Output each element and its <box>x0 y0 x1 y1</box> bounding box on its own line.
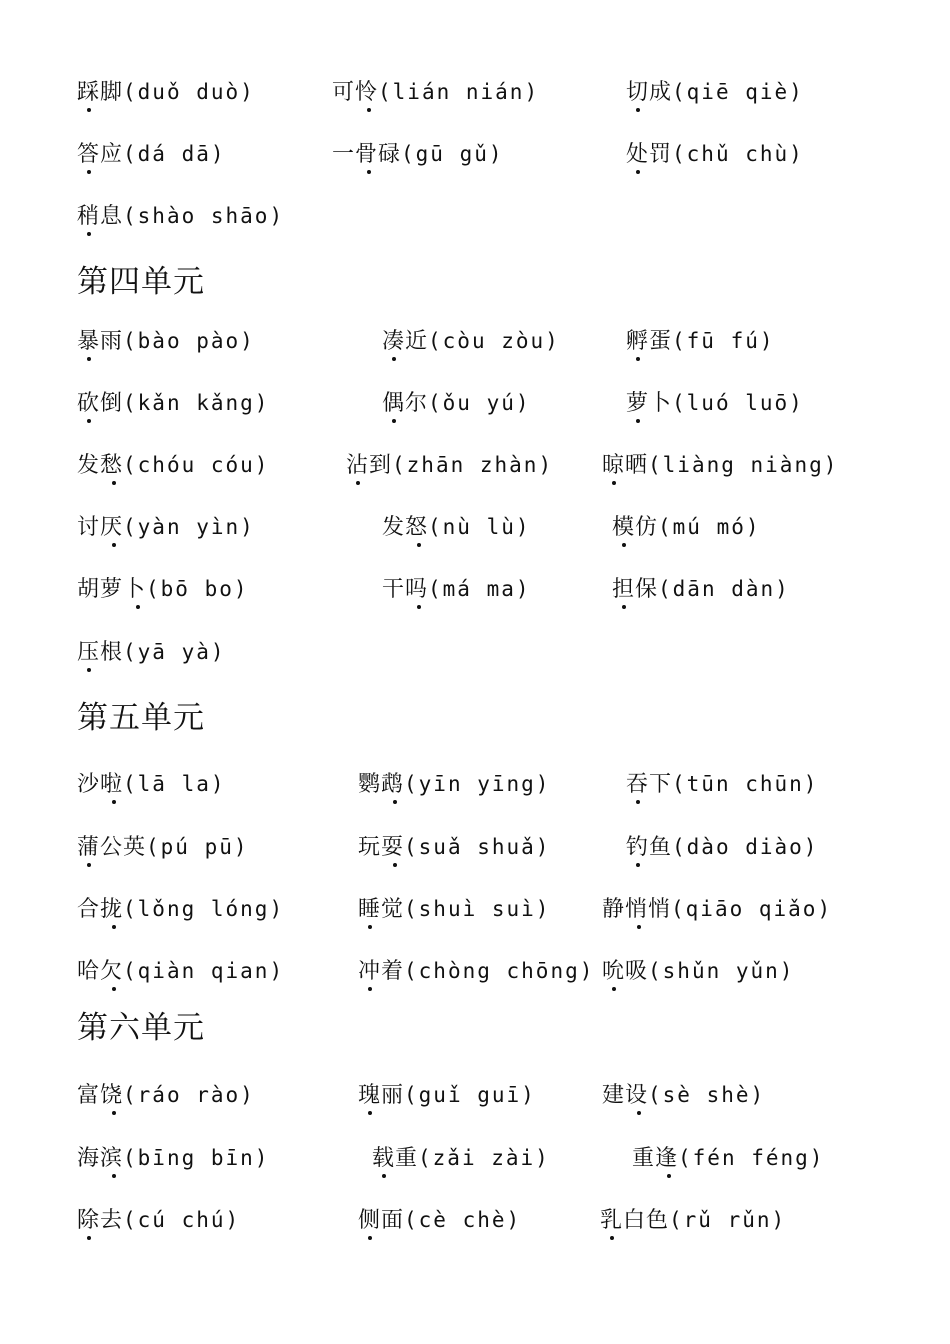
vocab-word-text: 合拢 <box>77 897 124 922</box>
vocab-word-text: 孵蛋 <box>626 329 673 354</box>
vocab-word <box>77 576 146 604</box>
vocab-row <box>0 638 950 678</box>
emphasis-dot <box>393 863 397 867</box>
vocab-row <box>0 1081 950 1121</box>
vocab-word <box>626 771 672 799</box>
emphasis-dot <box>637 1111 641 1115</box>
pinyin-options: (gū gǔ) <box>401 142 504 166</box>
pinyin-options: (cè chè) <box>404 1208 522 1232</box>
pinyin-options: (lā la) <box>123 772 226 796</box>
vocab-word <box>77 639 123 667</box>
vocab-row <box>0 1144 950 1184</box>
emphasis-dot <box>112 800 116 804</box>
pinyin-options: (ǒu yú) <box>428 391 531 415</box>
vocab-word <box>632 1145 678 1173</box>
vocab-entry <box>358 770 550 799</box>
vocab-entry <box>382 389 531 418</box>
vocab-word-text: 海滨 <box>77 1146 124 1171</box>
vocab-word <box>346 452 392 480</box>
vocab-word <box>626 834 672 862</box>
vocab-entry <box>77 327 255 356</box>
vocab-word <box>77 328 123 356</box>
vocab-word-text: 发怒 <box>382 515 429 540</box>
vocab-entry <box>602 895 832 924</box>
vocab-word-text: 偶尔 <box>382 391 429 416</box>
vocab-word-text: 建设 <box>602 1083 649 1108</box>
vocab-word-text: 载重 <box>372 1146 419 1171</box>
emphasis-dot <box>87 668 91 672</box>
vocab-word <box>77 771 123 799</box>
emphasis-dot <box>392 419 396 423</box>
pinyin-options: (shào shāo) <box>123 204 285 228</box>
vocab-word-text: 可怜 <box>332 80 379 105</box>
vocab-word-text: 沾到 <box>346 453 393 478</box>
emphasis-dot <box>367 108 371 112</box>
vocab-entry <box>358 833 550 862</box>
vocab-entry <box>626 140 804 169</box>
vocab-word-text: 切成 <box>626 80 673 105</box>
emphasis-dot <box>367 170 371 174</box>
unit-heading: 第四单元 <box>77 264 205 300</box>
emphasis-dot <box>417 605 421 609</box>
vocab-entry <box>77 451 269 480</box>
pinyin-options: (chǔ chù) <box>672 142 804 166</box>
emphasis-dot <box>392 357 396 361</box>
vocab-word <box>612 514 658 542</box>
emphasis-dot <box>636 800 640 804</box>
vocab-word-text: 蒲公英 <box>77 835 147 860</box>
vocab-word <box>77 390 123 418</box>
vocab-entry <box>602 451 838 480</box>
emphasis-dot <box>112 543 116 547</box>
vocab-entry <box>632 1144 824 1173</box>
vocab-word <box>332 79 378 107</box>
vocab-row <box>0 140 950 180</box>
vocab-row <box>0 895 950 935</box>
emphasis-dot <box>636 170 640 174</box>
vocab-word-text: 玩耍 <box>358 835 405 860</box>
pinyin-options: (yā yà) <box>123 640 226 664</box>
emphasis-dot <box>636 357 640 361</box>
pinyin-options: (má ma) <box>428 577 531 601</box>
emphasis-dot <box>637 925 641 929</box>
emphasis-dot <box>393 800 397 804</box>
pinyin-options: (bào pào) <box>123 329 255 353</box>
pinyin-options: (pú pū) <box>146 835 249 859</box>
emphasis-dot <box>87 170 91 174</box>
vocab-word <box>358 958 404 986</box>
vocab-word-text: 萝卜 <box>626 391 673 416</box>
vocab-entry <box>626 78 804 107</box>
emphasis-dot <box>87 232 91 236</box>
vocab-word <box>626 141 672 169</box>
emphasis-dot <box>636 863 640 867</box>
emphasis-dot <box>417 543 421 547</box>
vocab-entry <box>77 1081 255 1110</box>
vocab-word-text: 讨厌 <box>77 515 124 540</box>
emphasis-dot <box>112 925 116 929</box>
vocab-entry <box>382 327 560 356</box>
emphasis-dot <box>368 987 372 991</box>
vocab-word-text: 睡觉 <box>358 897 405 922</box>
vocab-entry <box>77 202 284 231</box>
vocab-word-text: 乳白色 <box>600 1208 670 1233</box>
pinyin-options: (yàn yìn) <box>123 515 255 539</box>
vocab-entry <box>332 140 504 169</box>
pinyin-options: (tūn chūn) <box>672 772 819 796</box>
emphasis-dot <box>87 419 91 423</box>
vocab-word-text: 发愁 <box>77 453 124 478</box>
pinyin-options: (chóu cóu) <box>123 453 270 477</box>
vocab-word-text: 暴雨 <box>77 329 124 354</box>
pinyin-options: (luó luō) <box>672 391 804 415</box>
emphasis-dot <box>622 605 626 609</box>
vocab-word-text: 除去 <box>77 1208 124 1233</box>
emphasis-dot <box>87 108 91 112</box>
vocab-word <box>626 390 672 418</box>
vocab-word-text: 压根 <box>77 640 124 665</box>
vocab-entry <box>77 1144 269 1173</box>
pinyin-options: (fū fú) <box>672 329 775 353</box>
pinyin-options: (qiāo qiǎo) <box>671 897 833 921</box>
pinyin-options: (lián nián) <box>378 80 540 104</box>
vocab-word <box>358 1207 404 1235</box>
vocab-word-text: 吞下 <box>626 772 673 797</box>
vocab-entry <box>77 1206 240 1235</box>
vocab-entry <box>77 575 249 604</box>
vocab-word-text: 沙啦 <box>77 772 124 797</box>
vocab-word <box>600 1207 669 1235</box>
vocab-entry <box>626 770 818 799</box>
vocab-row <box>0 78 950 118</box>
pinyin-options: (yīn yīng) <box>404 772 551 796</box>
vocab-word <box>77 514 123 542</box>
vocab-word-text: 瑰丽 <box>358 1083 405 1108</box>
vocab-entry <box>382 575 531 604</box>
pinyin-options: (qiàn qian) <box>123 959 285 983</box>
vocab-word <box>602 958 648 986</box>
vocab-row <box>0 770 950 810</box>
vocab-row <box>0 575 950 615</box>
emphasis-dot <box>112 987 116 991</box>
pinyin-options: (sè shè) <box>648 1083 766 1107</box>
vocab-word-text: 凑近 <box>382 329 429 354</box>
vocab-word <box>77 834 146 862</box>
vocab-word-text: 踩脚 <box>77 80 124 105</box>
vocab-entry <box>77 389 269 418</box>
vocab-entry <box>602 1081 765 1110</box>
vocab-entry <box>77 770 226 799</box>
vocab-word-text: 答应 <box>77 142 124 167</box>
vocab-word <box>602 1082 648 1110</box>
pinyin-options: (bō bo) <box>146 577 249 601</box>
vocab-word <box>77 1207 123 1235</box>
vocab-word <box>77 141 123 169</box>
vocab-word <box>77 1082 123 1110</box>
emphasis-dot <box>382 1174 386 1178</box>
emphasis-dot <box>368 1111 372 1115</box>
emphasis-dot <box>636 108 640 112</box>
vocab-entry <box>382 513 531 542</box>
pinyin-options: (duǒ duò) <box>123 80 255 104</box>
vocab-word <box>358 771 404 799</box>
vocab-entry <box>602 957 794 986</box>
vocab-entry <box>626 833 818 862</box>
vocab-word-text: 静悄悄 <box>602 897 672 922</box>
emphasis-dot <box>612 481 616 485</box>
emphasis-dot <box>368 1236 372 1240</box>
vocab-entry <box>612 513 761 542</box>
vocab-entry <box>626 389 804 418</box>
pinyin-options: (qiē qiè) <box>672 80 804 104</box>
vocab-word <box>358 1082 404 1110</box>
pinyin-options: (shǔn yǔn) <box>648 959 795 983</box>
emphasis-dot <box>87 357 91 361</box>
pinyin-options: (kǎn kǎng) <box>123 391 270 415</box>
vocab-row <box>0 327 950 367</box>
vocab-word <box>602 452 648 480</box>
vocab-entry <box>600 1206 786 1235</box>
vocab-entry <box>346 451 553 480</box>
vocab-word-text: 侧面 <box>358 1208 405 1233</box>
vocab-row <box>0 451 950 491</box>
vocab-row <box>0 389 950 429</box>
emphasis-dot <box>636 419 640 423</box>
emphasis-dot <box>136 605 140 609</box>
unit-heading: 第五单元 <box>77 700 205 736</box>
vocab-entry <box>612 575 790 604</box>
vocab-word-text: 吮吸 <box>602 959 649 984</box>
vocab-word <box>358 834 404 862</box>
vocab-word <box>77 1145 123 1173</box>
vocab-entry <box>77 78 255 107</box>
vocab-word <box>612 576 658 604</box>
vocab-row <box>0 833 950 873</box>
vocab-entry <box>77 638 226 667</box>
vocab-word <box>77 452 123 480</box>
pinyin-options: (rǔ rǔn) <box>669 1208 787 1232</box>
pinyin-options: (guǐ guī) <box>404 1083 536 1107</box>
pinyin-options: (shuì suì) <box>404 897 551 921</box>
pinyin-options: (zǎi zài) <box>418 1146 550 1170</box>
pinyin-options: (bīng bīn) <box>123 1146 270 1170</box>
vocab-word-text: 晾晒 <box>602 453 649 478</box>
vocab-word <box>602 896 671 924</box>
vocab-entry <box>77 140 226 169</box>
vocab-entry <box>358 1206 521 1235</box>
vocab-entry <box>77 833 249 862</box>
vocab-word-text: 一骨碌 <box>332 142 402 167</box>
emphasis-dot <box>610 1236 614 1240</box>
vocab-word <box>382 514 428 542</box>
vocab-word-text: 富饶 <box>77 1083 124 1108</box>
vocab-word-text: 担保 <box>612 577 659 602</box>
vocab-word <box>382 576 428 604</box>
emphasis-dot <box>622 543 626 547</box>
vocab-row <box>0 202 950 242</box>
emphasis-dot <box>667 1174 671 1178</box>
emphasis-dot <box>368 925 372 929</box>
vocab-entry <box>358 1081 536 1110</box>
vocab-word-text: 钓鱼 <box>626 835 673 860</box>
vocab-word-text: 鹦鹉 <box>358 772 405 797</box>
pinyin-options: (suǎ shuǎ) <box>404 835 551 859</box>
emphasis-dot <box>112 1174 116 1178</box>
vocab-word-text: 模仿 <box>612 515 659 540</box>
vocab-word-text: 重逢 <box>632 1146 679 1171</box>
vocab-word <box>77 896 123 924</box>
emphasis-dot <box>612 987 616 991</box>
emphasis-dot <box>87 863 91 867</box>
vocab-word <box>77 79 123 107</box>
vocab-entry <box>358 957 594 986</box>
vocab-entry <box>332 78 539 107</box>
unit-heading: 第六单元 <box>77 1010 205 1046</box>
pinyin-options: (mú mó) <box>658 515 761 539</box>
vocab-word <box>77 958 123 986</box>
vocab-word <box>382 328 428 356</box>
pinyin-options: (dá dā) <box>123 142 226 166</box>
vocab-word <box>626 328 672 356</box>
vocab-row <box>0 957 950 997</box>
vocab-word <box>372 1145 418 1173</box>
vocab-word-text: 哈欠 <box>77 959 124 984</box>
vocab-word-text: 处罚 <box>626 142 673 167</box>
vocab-word-text: 胡萝卜 <box>77 577 147 602</box>
vocab-entry <box>77 895 284 924</box>
vocab-row <box>0 1206 950 1246</box>
pinyin-options: (zhān zhàn) <box>392 453 554 477</box>
pinyin-options: (chòng chōng) <box>404 959 595 983</box>
pinyin-options: (dān dàn) <box>658 577 790 601</box>
pinyin-options: (dào diào) <box>672 835 819 859</box>
pinyin-options: (cú chú) <box>123 1208 241 1232</box>
emphasis-dot <box>356 481 360 485</box>
pinyin-options: (còu zòu) <box>428 329 560 353</box>
emphasis-dot <box>87 1236 91 1240</box>
emphasis-dot <box>112 1111 116 1115</box>
vocab-entry <box>77 513 255 542</box>
vocab-word <box>358 896 404 924</box>
vocab-entry <box>626 327 775 356</box>
vocab-word <box>332 141 401 169</box>
vocab-word-text: 砍倒 <box>77 391 124 416</box>
vocab-word <box>626 79 672 107</box>
emphasis-dot <box>112 481 116 485</box>
vocab-word-text: 干吗 <box>382 577 429 602</box>
vocab-entry <box>358 895 550 924</box>
vocab-entry <box>77 957 284 986</box>
vocab-word-text: 冲着 <box>358 959 405 984</box>
vocab-word <box>382 390 428 418</box>
vocab-entry <box>372 1144 550 1173</box>
vocab-word-text: 稍息 <box>77 204 124 229</box>
pinyin-options: (fén féng) <box>678 1146 825 1170</box>
vocab-word <box>77 203 123 231</box>
pinyin-options: (lǒng lóng) <box>123 897 285 921</box>
vocab-row <box>0 513 950 553</box>
pinyin-options: (nù lù) <box>428 515 531 539</box>
pinyin-options: (liàng niàng) <box>648 453 839 477</box>
pinyin-options: (ráo rào) <box>123 1083 255 1107</box>
